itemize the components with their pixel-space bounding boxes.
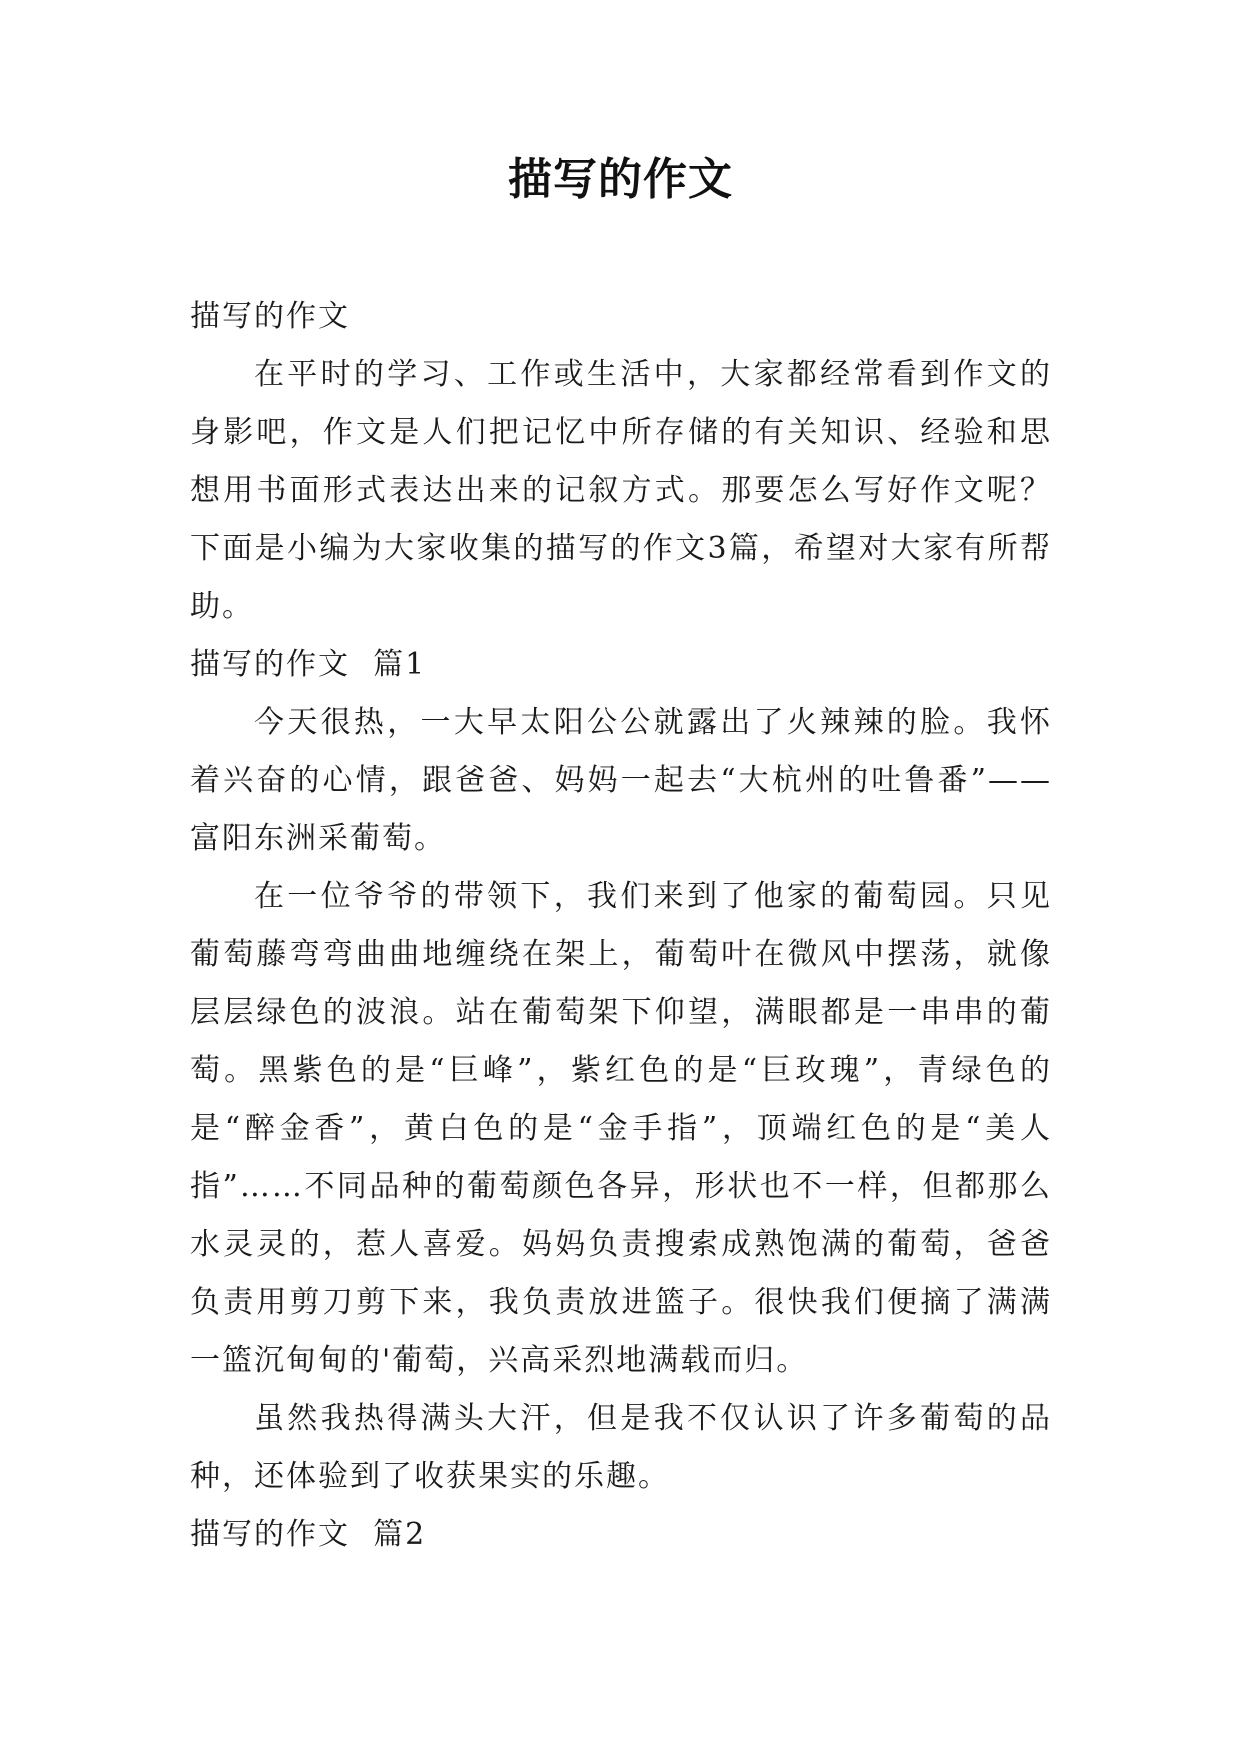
section-heading-1: 描写的作文 篇1 xyxy=(190,647,427,682)
essay1-paragraph-1: 今天很热，一大早太阳公公就露出了火辣辣的脸。我怀着兴奋的心情，跟爸爸、妈妈一起去“大杭州的吐鲁番”——富阳东洲采葡萄。 xyxy=(190,705,1052,856)
section-heading-2: 描写的作文 篇2 xyxy=(190,1517,427,1552)
essay1-paragraph-3: 虽然我热得满头大汗，但是我不仅认识了许多葡萄的品种，还体验到了收获果实的乐趣。 xyxy=(190,1401,1052,1494)
section-heading: 描写的作文 xyxy=(190,299,350,334)
essay1-paragraph-2: 在一位爷爷的带领下，我们来到了他家的葡萄园。只见葡萄藤弯弯曲曲地缠绕在架上，葡萄叶在微风中摆荡，就像层层绿色的波浪。站在葡萄架下仰望，满眼都是一串串的葡萄。黑紫色的是“巨峰”，紫红色的是“巨玫瑰”，青绿色的是“醉金香”，黄白色的是“金手指”，顶端红色的是“美人指”……不同品种的葡萄颜色各异，形状也不一样，但都那么水灵灵的，惹人喜爱。妈妈负责搜索成熟饱满的葡萄，爸爸负责用剪刀剪下来，我负责放进篮子。很快我们便摘了满满一篮沉甸甸的'葡萄，兴高采烈地满载而归。 xyxy=(190,879,1052,1378)
intro-paragraph: 在平时的学习、工作或生活中，大家都经常看到作文的身影吧，作文是人们把记忆中所存储的有关知识、经验和思想用书面形式表达出来的记叙方式。那要怎么写好作文呢？下面是小编为大家收集的描写的作文3篇，希望对大家有所帮助。 xyxy=(190,357,1052,624)
document-title: 描写的作文 xyxy=(508,154,733,205)
document-body xyxy=(190,288,1052,1564)
